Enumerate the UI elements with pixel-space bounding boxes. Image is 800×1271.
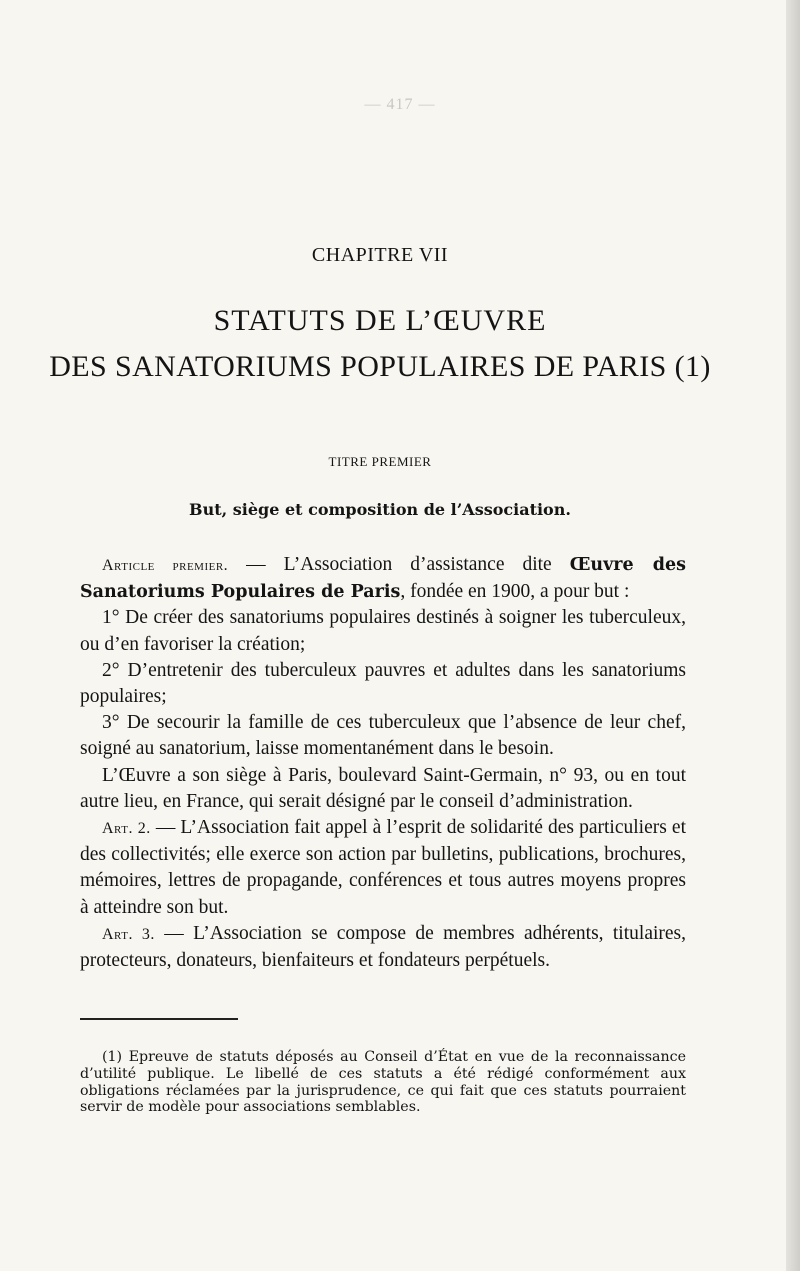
article-1-text-after: , fondée en 1900, a pour but : — [400, 581, 630, 603]
page-number: — 417 — — [364, 96, 436, 113]
article-3-paragraph — [80, 921, 686, 974]
article-2-text: — L’Association fait appel à l’esprit de solidarité des particuliers et des collectivités; elle exerce son action par bulletins, publications, brochures, mémoires, lettres de propagande, conférences et tous autres moyens propres à atteindre son but. — [80, 817, 686, 918]
article-1-paragraph — [80, 552, 686, 605]
footnote-text: (1) Epreuve de statuts déposés au Conseil d’État en vue de la reconnaissance d’utilité publique. Le libellé de ces statuts a été rédigé conformément aux obligations réclamées par la jurisprudence, ce qui fait que ces statuts pourraient servir de modèle pour associations semblables. — [80, 1049, 686, 1116]
article-2-paragraph — [80, 815, 686, 921]
article-3-label: Art. 3. — [102, 925, 155, 943]
article-1-text-before: — L’Association d’assistance dite — [228, 554, 570, 575]
list-item: 1° De créer des sanatoriums populaires destinés à soigner les tuberculeux, ou d’en favoriser la création; — [80, 607, 686, 655]
footnote — [80, 1049, 686, 1116]
page-gutter — [786, 0, 800, 1271]
article-3-text: — L’Association se compose de membres adhérents, titulaires, protecteurs, donateurs, bienfaiteurs et fondateurs perpétuels. — [80, 922, 686, 972]
body-text — [80, 552, 686, 974]
title-line-2: DES SANATORIUMS POPULAIRES DE PARIS (1) — [49, 350, 711, 383]
footnote-rule — [80, 1018, 238, 1020]
section-label: TITRE PREMIER — [328, 454, 432, 469]
list-item: 3° De secourir la famille de ces tuberculeux que l’absence de leur chef, soigné au sanatorium, laisse momentanément dans le besoin. — [80, 712, 686, 760]
siege-paragraph: L’Œuvre a son siège à Paris, boulevard Saint-Germain, n° 93, ou en tout autre lieu, en France, qui serait désigné par le conseil d’administration. — [80, 764, 686, 812]
title-line-1: STATUTS DE L’ŒUVRE — [213, 304, 547, 337]
association-name: Œuvre des Sanatoriums Populaires de Paris — [80, 555, 686, 603]
article-2-label: Art. 2. — [102, 820, 151, 838]
list-item: 2° D’entretenir des tuberculeux pauvres et adultes dans les sanatoriums populaires; — [80, 659, 686, 708]
chapter-heading: CHAPITRE VII — [311, 244, 449, 266]
article-1-label: Article premier. — [102, 557, 229, 574]
section-title: But, siège et composition de l’Association. — [189, 500, 571, 519]
